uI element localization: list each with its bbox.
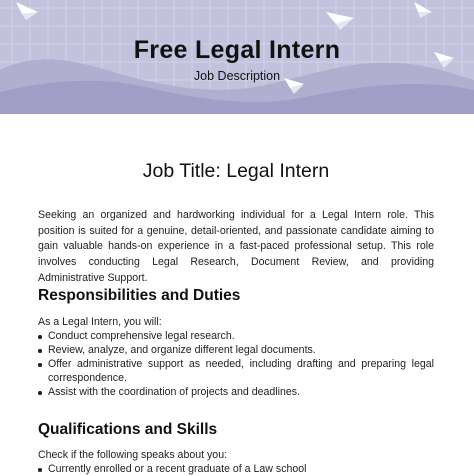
list-item: Currently enrolled or a recent graduate of a Law school [38, 462, 434, 476]
bullet-icon [38, 363, 42, 367]
responsibilities-heading: Responsibilities and Duties [38, 287, 241, 304]
bullet-icon [38, 335, 42, 339]
page-subtitle: Job Description [193, 69, 281, 83]
responsibilities-list [38, 329, 434, 399]
qualifications-heading: Qualifications and Skills [38, 421, 218, 438]
list-item: Offer administrative support as needed, including drafting and preparing legal correspondence. [38, 357, 434, 385]
job-title-heading: Job Title: Legal Intern [142, 160, 330, 182]
qualifications-list [38, 462, 434, 476]
bullet-icon [38, 391, 42, 395]
list-item: Conduct comprehensive legal research. [38, 329, 434, 343]
intro-paragraph: Seeking an organized and hardworking individual for a Legal Intern role. This position is suited for a genuine, detail-oriented, and passionate candidate aiming to gain valuable hands-on experience in a fast-paced professional setup. This role involves conducting Legal Research, Document Review, and providing Administrative Support. [38, 209, 434, 284]
list-item: Assist with the coordination of projects and deadlines. [38, 385, 434, 399]
bullet-icon [38, 468, 42, 472]
qualifications-lead: Check if the following speaks about you: [38, 449, 228, 461]
bullet-icon [38, 349, 42, 353]
responsibilities-lead: As a Legal Intern, you will: [38, 316, 162, 328]
list-item: Review, analyze, and organize different legal documents. [38, 343, 434, 357]
header-banner [0, 0, 474, 114]
page-title: Free Legal Intern [133, 36, 341, 64]
